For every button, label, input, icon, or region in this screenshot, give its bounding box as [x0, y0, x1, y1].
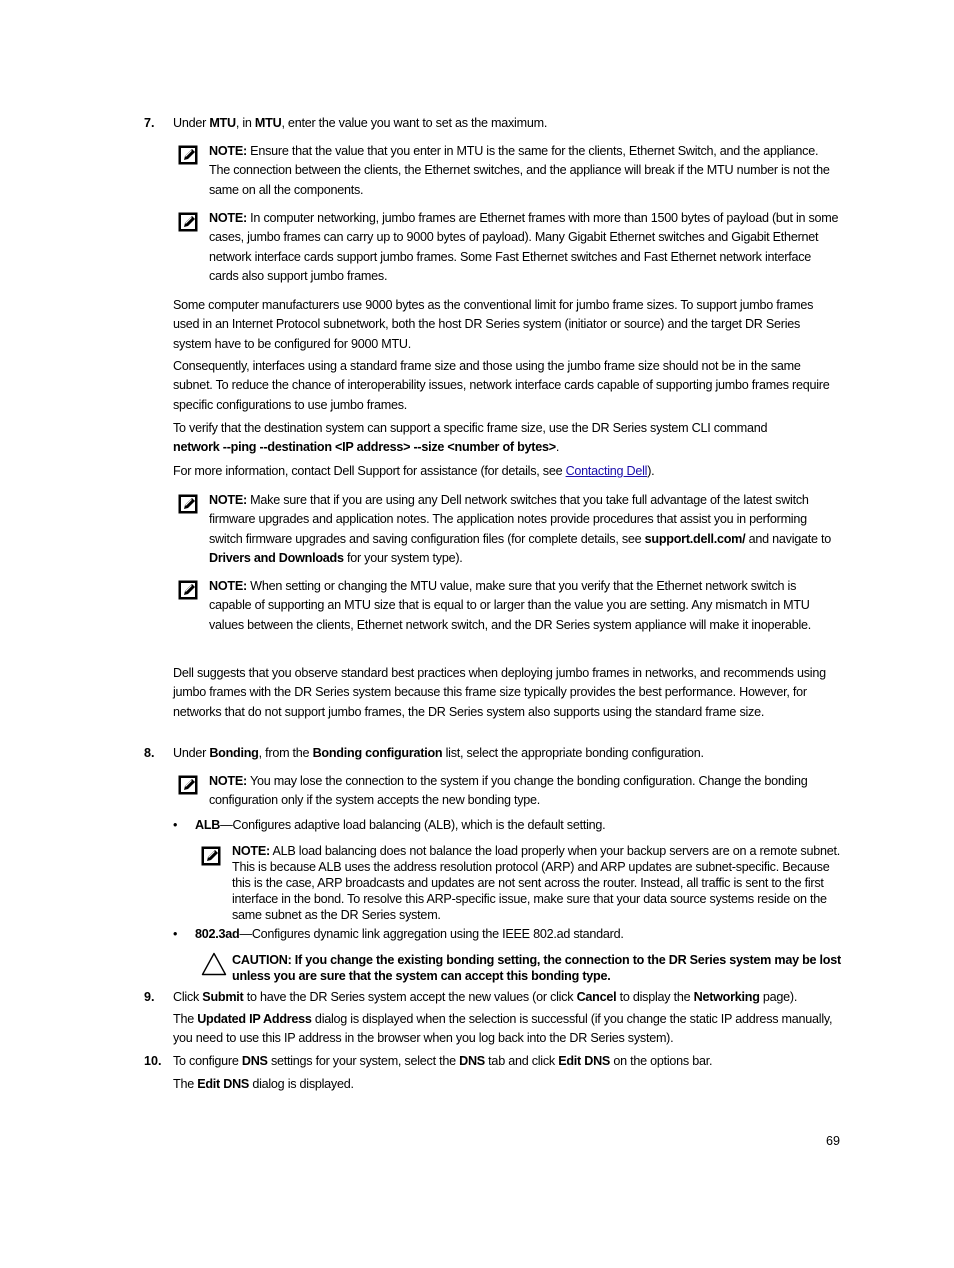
paragraph-manufacturers: Some computer manufacturers use 9000 bytes as the conventional limit for jumbo frame sizes. To support jumbo frames used in an Internet Protocol subnetwork, both the host DR Series system (initiator or source) and the target DR Series system have to be configured for 9000 MTU. [173, 298, 814, 351]
step-9-text: Click Submit to have the DR Series system accept the new values (or click Cancel to display the Networking page). [173, 990, 798, 1004]
step-9-result: The Updated IP Address dialog is displayed when the selection is successful (if you change the static IP address manually, you need to use this IP address in the browser when you log back into the DR Series system). [173, 1012, 833, 1046]
note-alb-limitation: NOTE: ALB load balancing does not balance the load properly when your backup servers are on a remote subnet. This is because ALB uses the address resolution protocol (ARP) and ARP updates are subnet-specific. Because this is the case, ARP broadcasts and updates are not sent across the router. Instead, all traffic is sent to the first interface in the bond. To resolve this ARP-specific issue, make sure that your data source systems reside on the same subnet as the DR Series system. [232, 844, 840, 922]
page-number: 69 [826, 1134, 841, 1148]
bullet-marker: • [173, 818, 178, 832]
note-pencil-icon [178, 212, 198, 232]
bullet-alb: ALB—Configures adaptive load balancing (ALB), which is the default setting. [195, 818, 606, 832]
note-jumbo-frames: NOTE: In computer networking, jumbo frames are Ethernet frames with more than 1500 bytes of payload (but in some cases, jumbo frames can carry up to 9000 bytes of payload). Many Gigabit Ethernet switches and Gigabit Ethernet network interface cards support jumbo frames. Some Fast Ethernet switches and Fast Ethernet network interface cards also support jumbo frames. [209, 211, 839, 283]
paragraph-interfaces: Consequently, interfaces using a standard frame size and those using the jumbo frame size should not be in the same subnet. To reduce the chance of interoperability issues, network interface cards capable of supporting jumbo frames require specific configurations to use jumbo frames. [173, 359, 830, 412]
step-number: 10. [144, 1054, 162, 1068]
note-pencil-icon [178, 145, 198, 165]
contacting-dell-link[interactable]: Contacting Dell [565, 464, 648, 478]
note-pencil-icon [178, 580, 198, 600]
step-7-text: Under MTU, in MTU, enter the value you want to set as the maximum. [173, 116, 548, 130]
step-8-text: Under Bonding, from the Bonding configuration list, select the appropriate bonding configuration. [173, 746, 704, 760]
step-10-text: To configure DNS settings for your system, select the DNS tab and click Edit DNS on the options bar. [173, 1054, 713, 1068]
caution-triangle-icon [201, 952, 227, 976]
note-mtu-switch: NOTE: When setting or changing the MTU value, make sure that you verify that the Ethernet network switch is capable of supporting an MTU size that is equal to or larger than the value you are setting. Any mismatch in MTU values between the clients, Ethernet network switch, and the DR Series system appliance will make it inoperable. [209, 579, 812, 632]
paragraph-more-info: For more information, contact Dell Support for assistance (for details, see Contacting Dell). [173, 464, 655, 478]
bullet-marker: • [173, 927, 178, 941]
note-switch-firmware: NOTE: Make sure that if you are using any Dell network switches that you take full advantage of the latest switch firmware upgrades and application notes. The application notes provide procedures that assist you in performing switch firmware upgrades and saving configuration files (for complete details, see support.dell.com/ and navigate to Drivers and Downloads for your system type). [209, 493, 832, 565]
step-number: 8. [144, 746, 155, 760]
bullet-802-3ad: 802.3ad—Configures dynamic link aggregation using the IEEE 802.ad standard. [195, 927, 624, 941]
paragraph-best-practices: Dell suggests that you observe standard best practices when deploying jumbo frames in networks, and recommends using jumbo frames with the DR Series system because this frame size typically provides the best performance. However, for networks that do not support jumbo frames, the DR Series system also supports using the standard frame size. [173, 666, 826, 719]
note-bonding-connection: NOTE: You may lose the connection to the system if you change the bonding configuration. Change the bonding configuration only if the system accepts the new bonding type. [209, 774, 808, 808]
caution-bonding: CAUTION: If you change the existing bonding setting, the connection to the DR Series system may be lost unless you are sure that the system can accept this bonding type. [232, 953, 841, 983]
paragraph-verify: To verify that the destination system can support a specific frame size, use the DR Series system CLI command network --ping --destination <IP address> --size <number of bytes>. [173, 421, 768, 455]
step-number: 7. [144, 116, 155, 130]
note-pencil-icon [178, 775, 198, 795]
note-mtu-consistency: NOTE: Ensure that the value that you enter in MTU is the same for the clients, Ethernet Switch, and the appliance. The connection between the clients, the Ethernet switches, and the appliance will break if the MTU number is not the same on all the components. [209, 144, 830, 197]
step-10-result: The Edit DNS dialog is displayed. [173, 1077, 354, 1091]
step-number: 9. [144, 990, 155, 1004]
note-pencil-icon [178, 494, 198, 514]
note-pencil-icon [201, 846, 221, 866]
